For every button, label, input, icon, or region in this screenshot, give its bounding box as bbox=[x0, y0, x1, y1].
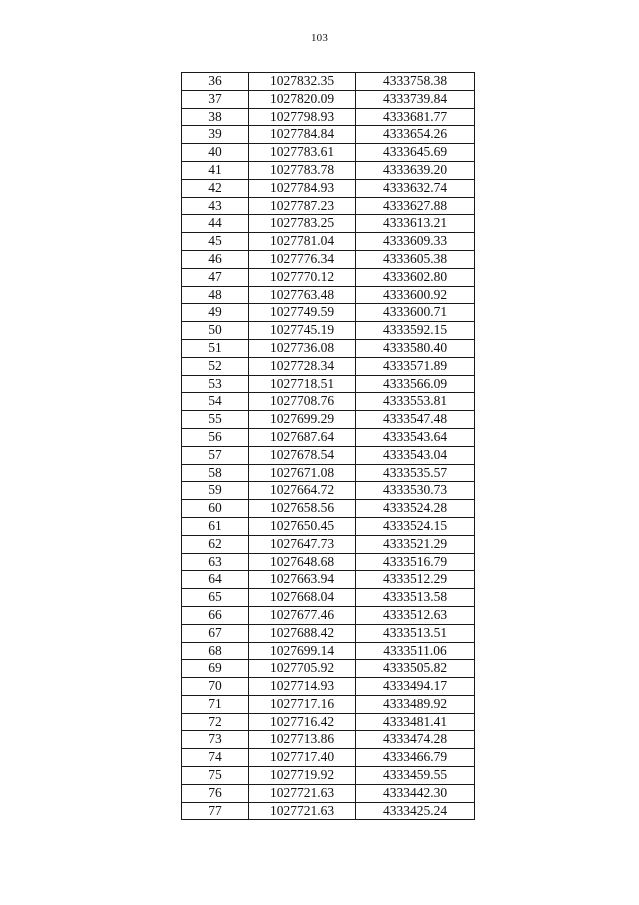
x-coordinate-cell: 1027664.72 bbox=[249, 482, 356, 500]
x-coordinate-cell: 1027650.45 bbox=[249, 517, 356, 535]
y-coordinate-cell: 4333739.84 bbox=[356, 90, 475, 108]
table-row bbox=[182, 624, 475, 642]
y-coordinate-cell: 4333516.79 bbox=[356, 553, 475, 571]
coordinate-table bbox=[181, 72, 475, 820]
table-row bbox=[182, 695, 475, 713]
y-coordinate-cell: 4333442.30 bbox=[356, 784, 475, 802]
y-coordinate-cell: 4333602.80 bbox=[356, 268, 475, 286]
point-number-cell: 71 bbox=[182, 695, 249, 713]
table-row bbox=[182, 749, 475, 767]
point-number-cell: 77 bbox=[182, 802, 249, 820]
point-number-cell: 75 bbox=[182, 767, 249, 785]
table-row bbox=[182, 428, 475, 446]
y-coordinate-cell: 4333530.73 bbox=[356, 482, 475, 500]
x-coordinate-cell: 1027717.40 bbox=[249, 749, 356, 767]
x-coordinate-cell: 1027663.94 bbox=[249, 571, 356, 589]
x-coordinate-cell: 1027718.51 bbox=[249, 375, 356, 393]
table-row bbox=[182, 322, 475, 340]
x-coordinate-cell: 1027770.12 bbox=[249, 268, 356, 286]
y-coordinate-cell: 4333494.17 bbox=[356, 678, 475, 696]
y-coordinate-cell: 4333543.64 bbox=[356, 428, 475, 446]
point-number-cell: 45 bbox=[182, 233, 249, 251]
table-row bbox=[182, 713, 475, 731]
y-coordinate-cell: 4333592.15 bbox=[356, 322, 475, 340]
table-row bbox=[182, 126, 475, 144]
y-coordinate-cell: 4333512.63 bbox=[356, 606, 475, 624]
table-row bbox=[182, 286, 475, 304]
x-coordinate-cell: 1027699.14 bbox=[249, 642, 356, 660]
table-row bbox=[182, 589, 475, 607]
table-row bbox=[182, 108, 475, 126]
y-coordinate-cell: 4333489.92 bbox=[356, 695, 475, 713]
point-number-cell: 50 bbox=[182, 322, 249, 340]
table-row bbox=[182, 606, 475, 624]
y-coordinate-cell: 4333600.92 bbox=[356, 286, 475, 304]
point-number-cell: 58 bbox=[182, 464, 249, 482]
y-coordinate-cell: 4333566.09 bbox=[356, 375, 475, 393]
point-number-cell: 63 bbox=[182, 553, 249, 571]
y-coordinate-cell: 4333639.20 bbox=[356, 161, 475, 179]
table-row bbox=[182, 339, 475, 357]
point-number-cell: 52 bbox=[182, 357, 249, 375]
table-row bbox=[182, 90, 475, 108]
table-row bbox=[182, 446, 475, 464]
point-number-cell: 40 bbox=[182, 144, 249, 162]
point-number-cell: 76 bbox=[182, 784, 249, 802]
x-coordinate-cell: 1027721.63 bbox=[249, 784, 356, 802]
y-coordinate-cell: 4333553.81 bbox=[356, 393, 475, 411]
y-coordinate-cell: 4333513.58 bbox=[356, 589, 475, 607]
x-coordinate-cell: 1027648.68 bbox=[249, 553, 356, 571]
x-coordinate-cell: 1027736.08 bbox=[249, 339, 356, 357]
table-row bbox=[182, 784, 475, 802]
x-coordinate-cell: 1027787.23 bbox=[249, 197, 356, 215]
point-number-cell: 44 bbox=[182, 215, 249, 233]
point-number-cell: 73 bbox=[182, 731, 249, 749]
point-number-cell: 59 bbox=[182, 482, 249, 500]
y-coordinate-cell: 4333571.89 bbox=[356, 357, 475, 375]
table-row bbox=[182, 571, 475, 589]
table-row bbox=[182, 802, 475, 820]
point-number-cell: 51 bbox=[182, 339, 249, 357]
x-coordinate-cell: 1027714.93 bbox=[249, 678, 356, 696]
table-row bbox=[182, 215, 475, 233]
x-coordinate-cell: 1027719.92 bbox=[249, 767, 356, 785]
table-row bbox=[182, 357, 475, 375]
y-coordinate-cell: 4333513.51 bbox=[356, 624, 475, 642]
table-row bbox=[182, 161, 475, 179]
table-row bbox=[182, 304, 475, 322]
x-coordinate-cell: 1027678.54 bbox=[249, 446, 356, 464]
y-coordinate-cell: 4333425.24 bbox=[356, 802, 475, 820]
y-coordinate-cell: 4333535.57 bbox=[356, 464, 475, 482]
x-coordinate-cell: 1027687.64 bbox=[249, 428, 356, 446]
x-coordinate-cell: 1027783.61 bbox=[249, 144, 356, 162]
table-row bbox=[182, 517, 475, 535]
point-number-cell: 42 bbox=[182, 179, 249, 197]
point-number-cell: 68 bbox=[182, 642, 249, 660]
point-number-cell: 66 bbox=[182, 606, 249, 624]
x-coordinate-cell: 1027708.76 bbox=[249, 393, 356, 411]
point-number-cell: 61 bbox=[182, 517, 249, 535]
x-coordinate-cell: 1027781.04 bbox=[249, 233, 356, 251]
table-row bbox=[182, 268, 475, 286]
x-coordinate-cell: 1027820.09 bbox=[249, 90, 356, 108]
y-coordinate-cell: 4333521.29 bbox=[356, 535, 475, 553]
x-coordinate-cell: 1027699.29 bbox=[249, 411, 356, 429]
table-row bbox=[182, 660, 475, 678]
x-coordinate-cell: 1027668.04 bbox=[249, 589, 356, 607]
table-row bbox=[182, 179, 475, 197]
y-coordinate-cell: 4333613.21 bbox=[356, 215, 475, 233]
point-number-cell: 67 bbox=[182, 624, 249, 642]
x-coordinate-cell: 1027784.84 bbox=[249, 126, 356, 144]
point-number-cell: 57 bbox=[182, 446, 249, 464]
y-coordinate-cell: 4333758.38 bbox=[356, 73, 475, 91]
point-number-cell: 36 bbox=[182, 73, 249, 91]
y-coordinate-cell: 4333609.33 bbox=[356, 233, 475, 251]
x-coordinate-cell: 1027716.42 bbox=[249, 713, 356, 731]
point-number-cell: 37 bbox=[182, 90, 249, 108]
x-coordinate-cell: 1027713.86 bbox=[249, 731, 356, 749]
x-coordinate-cell: 1027783.78 bbox=[249, 161, 356, 179]
y-coordinate-cell: 4333605.38 bbox=[356, 250, 475, 268]
table-row bbox=[182, 250, 475, 268]
point-number-cell: 47 bbox=[182, 268, 249, 286]
table-row bbox=[182, 731, 475, 749]
y-coordinate-cell: 4333681.77 bbox=[356, 108, 475, 126]
point-number-cell: 65 bbox=[182, 589, 249, 607]
table-row bbox=[182, 411, 475, 429]
y-coordinate-cell: 4333459.55 bbox=[356, 767, 475, 785]
y-coordinate-cell: 4333524.28 bbox=[356, 500, 475, 518]
table-row bbox=[182, 393, 475, 411]
table-row bbox=[182, 464, 475, 482]
x-coordinate-cell: 1027776.34 bbox=[249, 250, 356, 268]
point-number-cell: 64 bbox=[182, 571, 249, 589]
table-row bbox=[182, 233, 475, 251]
y-coordinate-cell: 4333511.06 bbox=[356, 642, 475, 660]
y-coordinate-cell: 4333524.15 bbox=[356, 517, 475, 535]
y-coordinate-cell: 4333632.74 bbox=[356, 179, 475, 197]
table-row bbox=[182, 642, 475, 660]
y-coordinate-cell: 4333580.40 bbox=[356, 339, 475, 357]
point-number-cell: 53 bbox=[182, 375, 249, 393]
point-number-cell: 46 bbox=[182, 250, 249, 268]
table-row bbox=[182, 535, 475, 553]
y-coordinate-cell: 4333627.88 bbox=[356, 197, 475, 215]
table-row bbox=[182, 500, 475, 518]
x-coordinate-cell: 1027745.19 bbox=[249, 322, 356, 340]
table-row bbox=[182, 678, 475, 696]
x-coordinate-cell: 1027705.92 bbox=[249, 660, 356, 678]
table-row bbox=[182, 553, 475, 571]
point-number-cell: 38 bbox=[182, 108, 249, 126]
table-row bbox=[182, 767, 475, 785]
y-coordinate-cell: 4333645.69 bbox=[356, 144, 475, 162]
x-coordinate-cell: 1027749.59 bbox=[249, 304, 356, 322]
point-number-cell: 74 bbox=[182, 749, 249, 767]
table-row bbox=[182, 482, 475, 500]
point-number-cell: 72 bbox=[182, 713, 249, 731]
y-coordinate-cell: 4333474.28 bbox=[356, 731, 475, 749]
x-coordinate-cell: 1027717.16 bbox=[249, 695, 356, 713]
point-number-cell: 39 bbox=[182, 126, 249, 144]
table-row bbox=[182, 375, 475, 393]
x-coordinate-cell: 1027677.46 bbox=[249, 606, 356, 624]
table-row bbox=[182, 73, 475, 91]
y-coordinate-cell: 4333505.82 bbox=[356, 660, 475, 678]
x-coordinate-cell: 1027658.56 bbox=[249, 500, 356, 518]
point-number-cell: 70 bbox=[182, 678, 249, 696]
table-row bbox=[182, 197, 475, 215]
x-coordinate-cell: 1027728.34 bbox=[249, 357, 356, 375]
x-coordinate-cell: 1027647.73 bbox=[249, 535, 356, 553]
point-number-cell: 48 bbox=[182, 286, 249, 304]
y-coordinate-cell: 4333654.26 bbox=[356, 126, 475, 144]
x-coordinate-cell: 1027671.08 bbox=[249, 464, 356, 482]
x-coordinate-cell: 1027763.48 bbox=[249, 286, 356, 304]
point-number-cell: 54 bbox=[182, 393, 249, 411]
table-row bbox=[182, 144, 475, 162]
point-number-cell: 56 bbox=[182, 428, 249, 446]
point-number-cell: 43 bbox=[182, 197, 249, 215]
x-coordinate-cell: 1027832.35 bbox=[249, 73, 356, 91]
x-coordinate-cell: 1027721.63 bbox=[249, 802, 356, 820]
x-coordinate-cell: 1027784.93 bbox=[249, 179, 356, 197]
y-coordinate-cell: 4333600.71 bbox=[356, 304, 475, 322]
y-coordinate-cell: 4333543.04 bbox=[356, 446, 475, 464]
x-coordinate-cell: 1027798.93 bbox=[249, 108, 356, 126]
coordinate-table-body bbox=[182, 73, 475, 820]
point-number-cell: 49 bbox=[182, 304, 249, 322]
point-number-cell: 69 bbox=[182, 660, 249, 678]
point-number-cell: 55 bbox=[182, 411, 249, 429]
page-number: 103 bbox=[310, 32, 329, 44]
point-number-cell: 60 bbox=[182, 500, 249, 518]
x-coordinate-cell: 1027688.42 bbox=[249, 624, 356, 642]
x-coordinate-cell: 1027783.25 bbox=[249, 215, 356, 233]
point-number-cell: 41 bbox=[182, 161, 249, 179]
point-number-cell: 62 bbox=[182, 535, 249, 553]
y-coordinate-cell: 4333466.79 bbox=[356, 749, 475, 767]
y-coordinate-cell: 4333481.41 bbox=[356, 713, 475, 731]
y-coordinate-cell: 4333547.48 bbox=[356, 411, 475, 429]
y-coordinate-cell: 4333512.29 bbox=[356, 571, 475, 589]
